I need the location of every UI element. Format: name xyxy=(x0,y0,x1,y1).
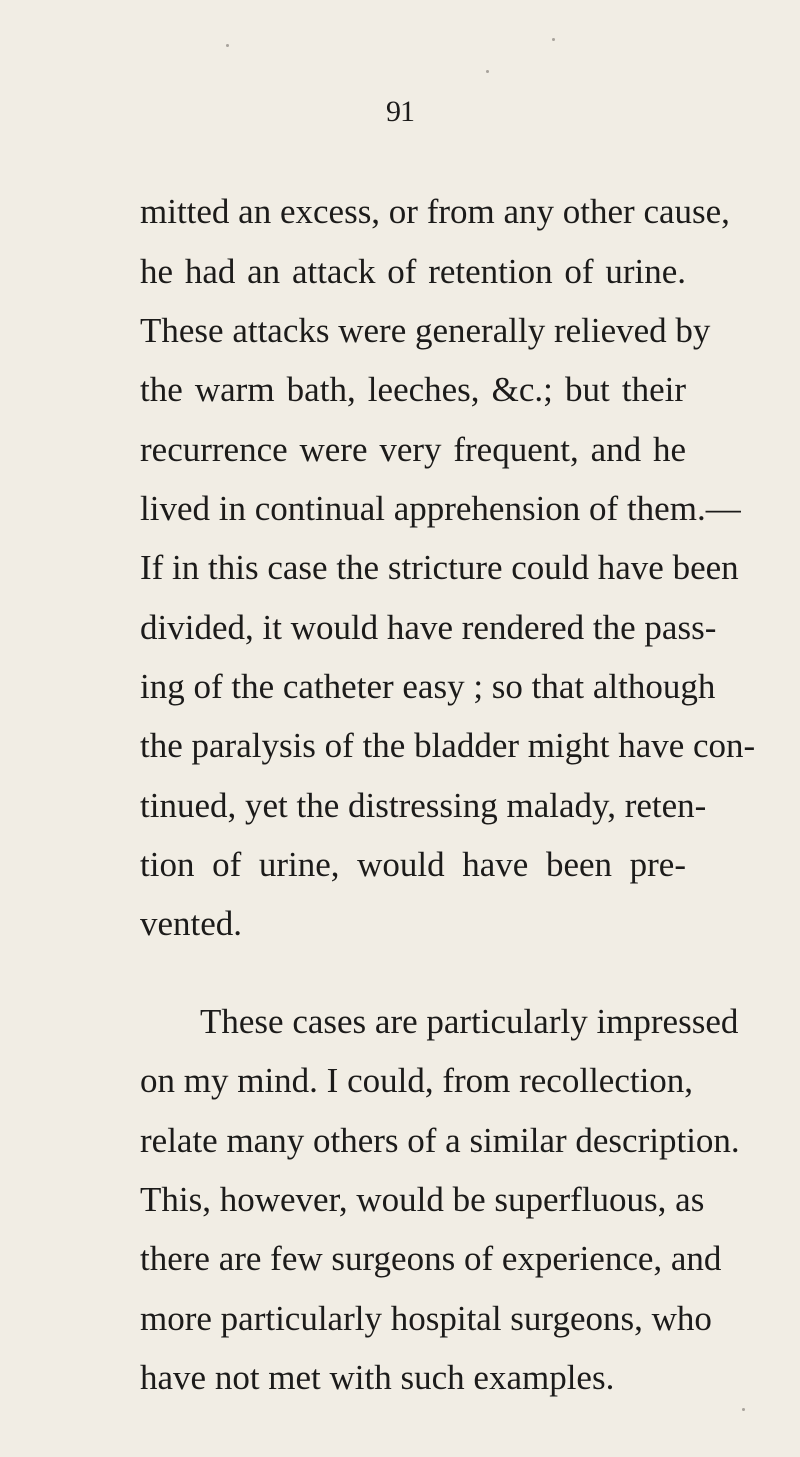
paper-speck xyxy=(486,70,489,73)
text-line: This, however, would be superfluous, as xyxy=(140,1180,705,1219)
text-line: recurrence were very frequent, and he xyxy=(140,430,686,469)
text-line: more particularly hospital surgeons, who xyxy=(140,1299,712,1338)
text-line: divided, it would have rendered the pass- xyxy=(140,608,717,647)
text-line: there are few surgeons of experience, and xyxy=(140,1239,722,1278)
text-line-indented: These cases are particularly impressed xyxy=(200,1002,739,1041)
text-line: the paralysis of the bladder might have con- xyxy=(140,726,756,765)
text-line: relate many others of a similar description. xyxy=(140,1121,740,1160)
text-line: he had an attack of retention of urine. xyxy=(140,252,686,291)
text-line: ing of the catheter easy ; so that although xyxy=(140,667,716,706)
paper-speck xyxy=(552,38,555,41)
page-number: 91 xyxy=(386,95,414,128)
text-line: If in this case the stricture could have been xyxy=(140,548,739,587)
paper-speck xyxy=(226,44,229,47)
text-line: the warm bath, leeches, &c.; but their xyxy=(140,370,686,409)
text-line: tinued, yet the distressing malady, reten- xyxy=(140,786,707,825)
text-line: on my mind. I could, from recollection, xyxy=(140,1061,694,1100)
text-line: These attacks were generally relieved by xyxy=(140,311,711,350)
text-line: mitted an excess, or from any other cause, xyxy=(140,192,730,231)
text-line: lived in continual apprehension of them.— xyxy=(140,489,741,528)
paper-speck xyxy=(742,1408,745,1411)
text-line-last: have not met with such examples. xyxy=(140,1358,615,1397)
text-line-last: vented. xyxy=(140,904,243,943)
text-line: tion of urine, would have been pre- xyxy=(140,845,686,884)
